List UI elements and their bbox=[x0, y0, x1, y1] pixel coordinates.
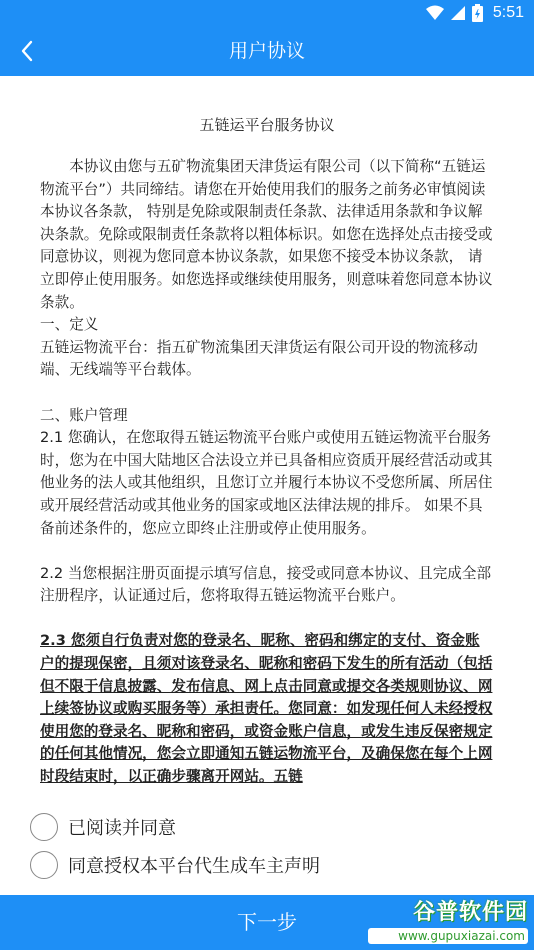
checkbox-label: 同意授权本平台代生成车主声明 bbox=[68, 856, 320, 877]
status-bar bbox=[0, 0, 534, 26]
intro-paragraph: 本协议由您与五矿物流集团天津货运有限公司（以下简称“五链运物流平台”）共同缔结。请您在开始使用我们的服务之前务必审慎阅读本协议各条款， 特别是免除或限制责任条款、法律适用条款和争议解决条款。免除或限制责任条款将以粗体标识。如您在选择处点击接受或同意协议，则视为您同意本协议条款，如果您不接受本协议条款， 请立即停止使用服务。如您选择或继续使用服务，则意味着您同意本协议条款。 bbox=[40, 158, 493, 311]
definition-paragraph: 五链运物流平台：指五矿物流集团天津货运有限公司开设的物流移动端、无线端等平台载体。 bbox=[40, 338, 478, 379]
wifi-icon bbox=[426, 5, 444, 21]
agree-checkbox-row[interactable] bbox=[30, 810, 176, 844]
watermark-text: 谷普软件园 bbox=[412, 900, 528, 925]
radio-circle[interactable] bbox=[30, 813, 58, 841]
back-button[interactable] bbox=[10, 34, 44, 68]
document-title: 五链运平台服务协议 bbox=[199, 116, 335, 134]
clause-2-2: 2.2 当您根据注册页面提示填写信息，接受或同意本协议、且完成全部注册程序，认证通过后，您将取得五链运物流平台账户。 bbox=[40, 564, 492, 605]
next-button[interactable]: 下一步 bbox=[0, 895, 534, 950]
section-heading: 一、定义 bbox=[40, 316, 99, 334]
page-title: 用户协议 bbox=[228, 40, 305, 62]
watermark-url: www.gupuxiazai.com bbox=[368, 928, 528, 944]
agreement-content[interactable] bbox=[0, 76, 534, 793]
clause-2-3: 2.3 您须自行负责对您的登录名、昵称、密码和绑定的支付、资金账户的提现保密，且须对该登录名、昵称和密码下发生的所有活动（包括但不限于信息披露、发布信息、网上点击同意或提交各类规则协议、网上续签协议或购买服务等）承担责任。您同意：如发现任何人未经授权使用您的登录名、昵称和密码，或资金账户信息，或发生违反保密规定的任何其他情况，您会立即通知五链运物流平台，及确保您在每个上网时段结束时，以正确步骤离开网站。五链 bbox=[40, 632, 493, 786]
radio-circle[interactable] bbox=[30, 851, 58, 879]
status-time: 5:51 bbox=[492, 4, 524, 21]
consent-area bbox=[0, 793, 534, 895]
app-bar bbox=[0, 26, 534, 76]
watermark-logo bbox=[368, 898, 528, 948]
clause-2-1: 2.1 您确认，在您取得五链运物流平台账户或使用五链运物流平台服务时，您为在中国大陆地区合法设立并已具备相应资质开展经营活动或其他业务的法人或其他组织，且您订立并履行本协议不受您所属、所居住或开展经营活动或其他业务的国家或地区法律法规的排斥。 如果不具备前述条件的，您应立即终止注册或停止使用服务。 bbox=[40, 429, 493, 537]
signal-icon bbox=[450, 5, 466, 21]
status-icons bbox=[426, 3, 524, 23]
section-heading: 二、账户管理 bbox=[40, 406, 128, 424]
chevron-left-icon bbox=[20, 40, 34, 62]
authorize-checkbox-row[interactable] bbox=[30, 848, 320, 882]
checkbox-label: 已阅读并同意 bbox=[68, 818, 176, 839]
battery-icon bbox=[472, 4, 483, 22]
